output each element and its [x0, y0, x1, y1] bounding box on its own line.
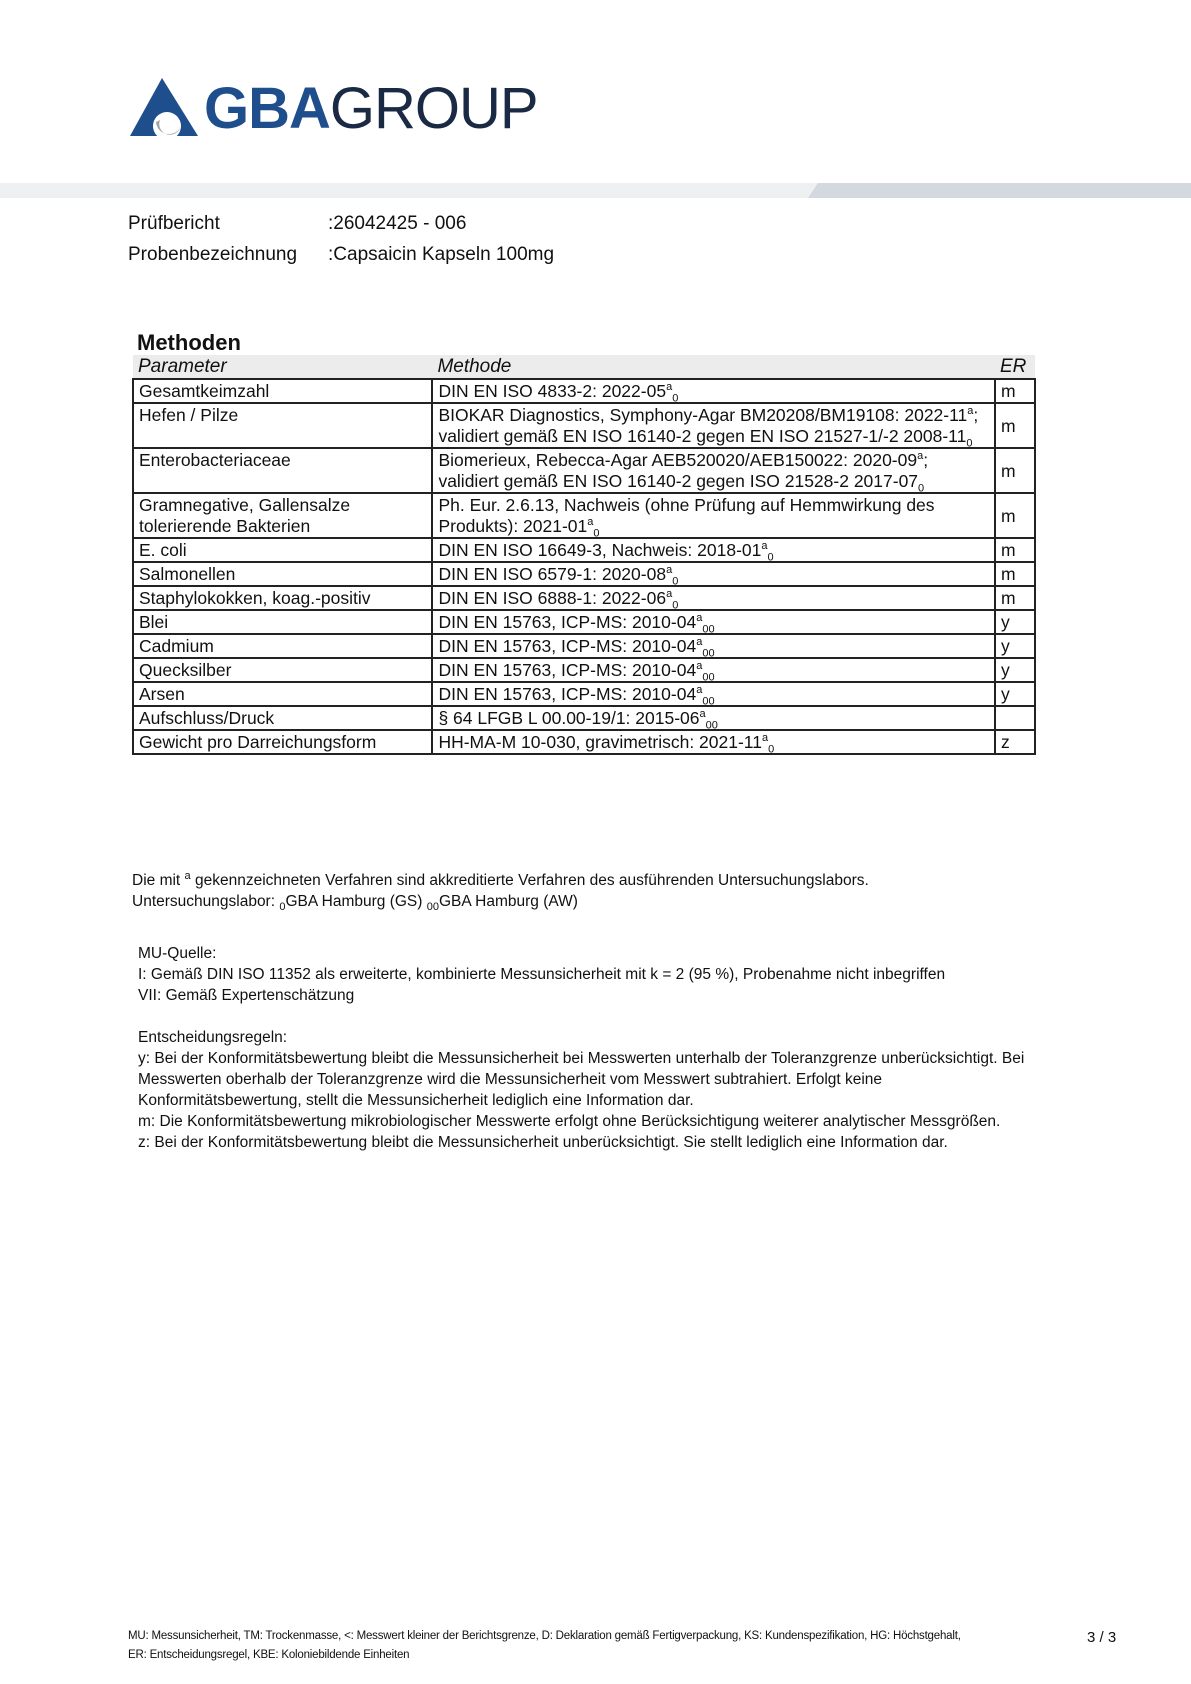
mu-source-line: I: Gemäß DIN ISO 11352 als erweiterte, kombinierte Messunsicherheit mit k = 2 (95 %), Probenahme nicht inbegriffen [138, 966, 946, 983]
methods-table [132, 355, 1036, 755]
method-row [133, 586, 1035, 610]
footer-legend-line: ER: Entscheidungsregel, KBE: Koloniebildende Einheiten [128, 1649, 410, 1661]
parameter-cell: Gesamtkeimzahl [133, 379, 432, 403]
logo-wordmark: GBAGROUP [204, 76, 538, 141]
accreditation-mark: a [696, 684, 703, 697]
method-row [133, 610, 1035, 634]
column-header-parameter: Parameter [133, 355, 432, 379]
er-cell: m [995, 379, 1035, 403]
parameter-cell: Salmonellen [133, 562, 432, 586]
method-cell: BIOKAR Diagnostics, Symphony-Agar BM20208/BM19108: 2022-11$^a$; validiert gemäß EN ISO 16140-2 gegen EN ISO 21527-1/-2 $2008-11_0$ [432, 403, 995, 448]
method-cell: DIN EN 15763, ICP-MS: $2010-04^a_{00}$ [432, 634, 995, 658]
method-row [133, 730, 1035, 754]
er-cell: m [995, 562, 1035, 586]
accreditation-line: Die mit $^a$ gekennzeichneten Verfahren sind akkreditierte Verfahren des ausführenden Untersuchungslabors. [132, 869, 869, 889]
parameter-cell: Staphylokokken, koag.-positiv [133, 586, 432, 610]
parameter-cell: Blei [133, 610, 432, 634]
methods-title: Methoden [137, 330, 241, 355]
lab-index: 00 [702, 647, 715, 660]
method-cell: DIN EN ISO 4833-2: $2022-05^a_0$ [432, 379, 995, 403]
footer-legend [128, 1627, 961, 1665]
method-cell: § 64 LFGB L 00.00-19/1: $2015-06^a_{00}$ [432, 706, 995, 730]
parameter-cell: Gewicht pro Darreichungsform [133, 730, 432, 754]
er-cell: m [995, 493, 1035, 538]
accreditation-mark: a [587, 516, 594, 529]
er-cell: y [995, 682, 1035, 706]
method-cell: DIN EN ISO 16649-3, Nachweis: $2018-01^a_0$ [432, 538, 995, 562]
method-cell: DIN EN ISO 6579-1: $2020-08^a_0$ [432, 562, 995, 586]
method-cell: Biomerieux, Rebecca-Agar AEB520020/AEB150022: 2020-09$^a$; validiert gemäß EN ISO 16140-2 gegen ISO 21528-2 $2017-07_0$ [432, 448, 995, 493]
decision-rule-line: Messwerten oberhalb der Toleranzgrenze wird die Messunsicherheit vom Messwert subtrahiert. Erfolgt keine [138, 1071, 883, 1088]
accreditation-mark: a [666, 381, 673, 394]
lab-index: 00 [702, 623, 715, 636]
accreditation-mark: a [666, 588, 673, 601]
er-cell: y [995, 634, 1035, 658]
lab-index: 0 [767, 551, 774, 564]
mu-source-section [138, 943, 945, 1006]
accreditation-mark: a [699, 708, 706, 721]
accreditation-mark: a [696, 636, 703, 649]
accreditation-mark: a [917, 450, 924, 463]
gba-group-logo [130, 74, 538, 144]
mu-source-title: MU-Quelle: [138, 945, 217, 962]
method-cell: DIN EN 15763, ICP-MS: $2010-04^a_{00}$ [432, 682, 995, 706]
method-row [133, 706, 1035, 730]
footer-legend-line: MU: Messunsicherheit, TM: Trockenmasse, <: Messwert kleiner der Berichtsgrenze, D: Deklaration gemäß Fertigverpackung, KS: Kundenspezifikation, HG: Höchstgehalt, [128, 1630, 961, 1642]
mu-source-line: VII: Gemäß Expertenschätzung [138, 987, 355, 1004]
column-header-method: Methode [432, 355, 995, 379]
parameter-cell: Aufschluss/Druck [133, 706, 432, 730]
methods-header-row [133, 355, 1035, 379]
method-row [133, 403, 1035, 448]
er-cell: m [995, 403, 1035, 448]
accreditation-mark: a [761, 732, 769, 745]
method-cell: DIN EN ISO 6888-1: $2022-06^a_0$ [432, 586, 995, 610]
report-number-row [128, 208, 554, 239]
method-row [133, 379, 1035, 403]
method-row [133, 538, 1035, 562]
accreditation-mark: a [666, 564, 673, 577]
gba-logo-icon [130, 78, 198, 140]
column-header-er: ER [995, 355, 1035, 379]
method-cell: DIN EN 15763, ICP-MS: $2010-04^a_{00}$ [432, 658, 995, 682]
lab-index: 00 [702, 671, 715, 684]
parameter-cell: Hefen / Pilze [133, 403, 432, 448]
method-row [133, 682, 1035, 706]
method-cell: DIN EN 15763, ICP-MS: $2010-04^a_{00}$ [432, 610, 995, 634]
lab-line: Untersuchungslabor: $_0$GBA Hamburg (GS) $_{00}$GBA Hamburg (AW) [132, 893, 578, 914]
lab-index: 0 [672, 392, 679, 405]
accreditation-mark: a [967, 405, 974, 418]
accreditation-mark: a [696, 612, 703, 625]
sample-name-label: Probenbezeichnung [128, 243, 298, 265]
decision-rules-title: Entscheidungsregeln: [138, 1029, 288, 1046]
page-number: 3 / 3 [1087, 1629, 1117, 1646]
report-number-label: Prüfbericht [128, 212, 220, 234]
parameter-cell: Arsen [133, 682, 432, 706]
header-band [0, 183, 1191, 198]
lab-index: 0 [672, 599, 679, 612]
lab-index: 0 [593, 527, 600, 540]
sample-name-value: :Capsaicin Kapseln 100mg [328, 243, 555, 265]
er-cell: m [995, 586, 1035, 610]
er-cell: y [995, 658, 1035, 682]
sample-name-row [128, 239, 554, 270]
method-cell: Ph. Eur. 2.6.13, Nachweis (ohne Prüfung auf Hemmwirkung des Produkts): $2021-01^a_0$ [432, 493, 995, 538]
report-number-value: :26042425 - 006 [328, 212, 467, 234]
parameter-cell: E. coli [133, 538, 432, 562]
decision-rules-section [138, 1027, 1024, 1153]
method-row [133, 634, 1035, 658]
lab-index: 0 [966, 437, 973, 450]
parameter-cell: Enterobacteriaceae [133, 448, 432, 493]
method-row [133, 562, 1035, 586]
method-row [133, 493, 1035, 538]
decision-rule-line: m: Die Konformitätsbewertung mikrobiologischer Messwerte erfolgt ohne Berücksichtigung weiterer analytischer Messgrößen. [138, 1113, 1001, 1130]
parameter-cell: Gramnegative, Gallensalze tolerierende Bakterien [133, 493, 432, 538]
decision-rule-line: z: Bei der Konformitätsbewertung bleibt die Messunsicherheit unberücksichtigt. Sie stellt lediglich eine Information dar. [138, 1134, 948, 1151]
er-cell [995, 706, 1035, 730]
er-cell: y [995, 610, 1035, 634]
lab-index: 0 [918, 482, 925, 495]
parameter-cell: Quecksilber [133, 658, 432, 682]
lab-index: 00 [705, 719, 718, 732]
accreditation-note [132, 870, 869, 912]
er-cell: m [995, 448, 1035, 493]
lab-index: 0 [768, 743, 775, 756]
decision-rule-line: y: Bei der Konformitätsbewertung bleibt die Messunsicherheit bei Messwerten unterhalb der Toleranzgrenze unberücksichtigt. Bei [138, 1050, 1025, 1067]
report-meta [128, 208, 554, 270]
accreditation-mark: a [696, 660, 703, 673]
method-cell: HH-MA-M 10-030, gravimetrisch: $2021-11^a_0$ [432, 730, 995, 754]
er-cell: z [995, 730, 1035, 754]
decision-rule-line: Konformitätsbewertung, stellt die Messunsicherheit lediglich eine Information dar. [138, 1092, 694, 1109]
method-row [133, 658, 1035, 682]
method-row [133, 448, 1035, 493]
parameter-cell: Cadmium [133, 634, 432, 658]
er-cell: m [995, 538, 1035, 562]
accreditation-mark: a [761, 540, 768, 553]
lab-index: 0 [672, 575, 679, 588]
lab-index: 00 [702, 695, 715, 708]
